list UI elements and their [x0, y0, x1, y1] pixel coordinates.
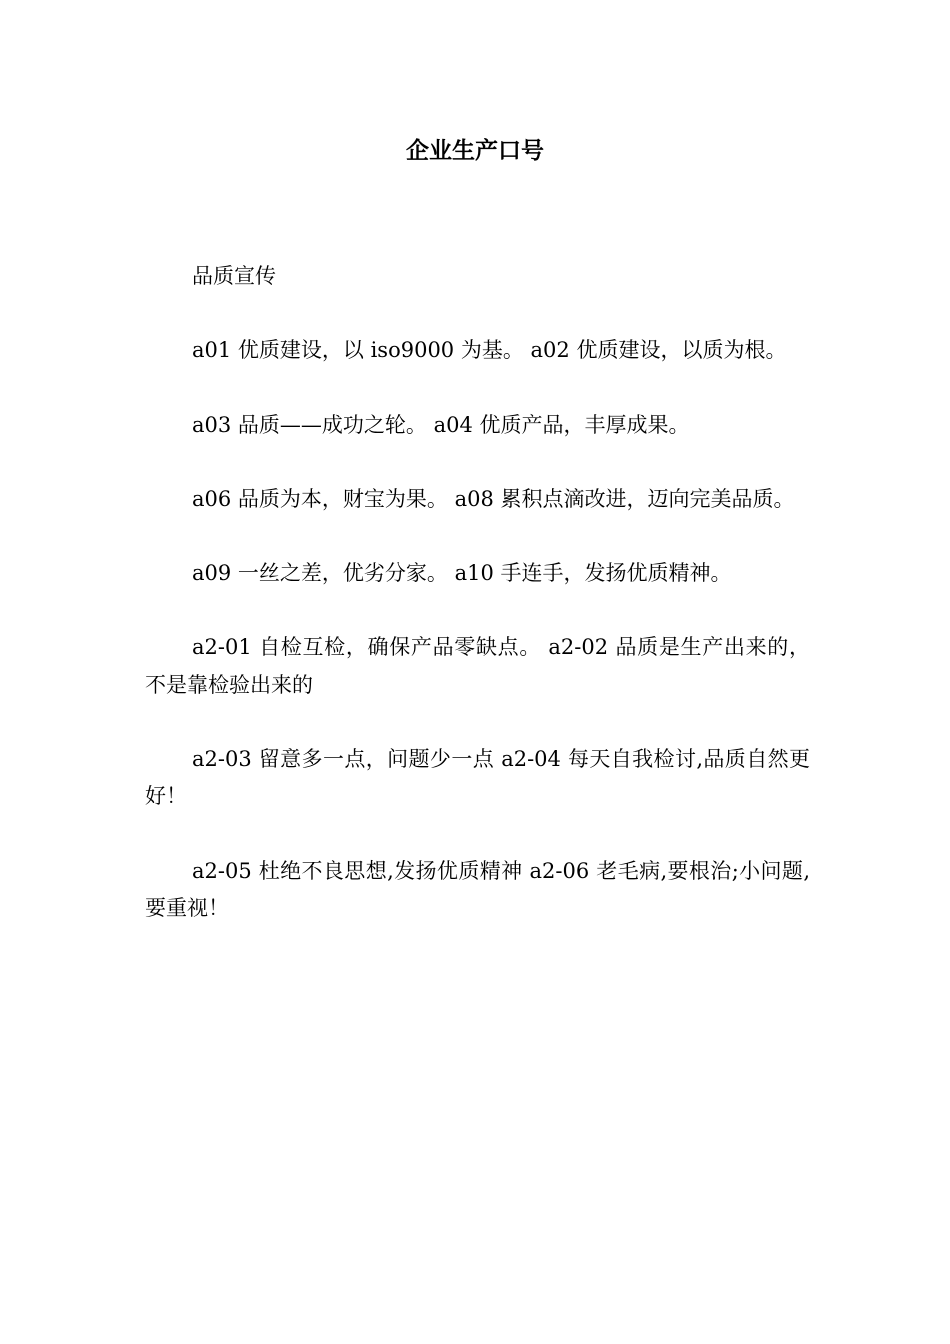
paragraph: a03 品质——成功之轮。 a04 优质产品，丰厚成果。	[192, 412, 690, 437]
paragraph: a2-03 留意多一点，问题少一点 a2-04 每天自我检讨,品质自然更好！	[145, 747, 810, 809]
document-title: 企业生产口号	[406, 137, 544, 164]
paragraph-heading: 品质宣传	[192, 264, 276, 288]
paragraph: a01 优质建设，以 iso9000 为基。 a02 优质建设，以质为根。	[192, 338, 787, 363]
paragraph: a09 一丝之差，优劣分家。 a10 手连手，发扬优质精神。	[192, 561, 732, 586]
document-body	[145, 258, 810, 927]
paragraph: a2-01 自检互检，确保产品零缺点。 a2-02 品质是生产出来的，不是靠检验出来的	[145, 635, 810, 697]
paragraph: a2-05 杜绝不良思想,发扬优质精神 a2-06 老毛病,要根治;小问题,要重视！	[145, 858, 810, 920]
paragraph: a06 品质为本，财宝为果。 a08 累积点滴改进，迈向完美品质。	[192, 486, 795, 511]
